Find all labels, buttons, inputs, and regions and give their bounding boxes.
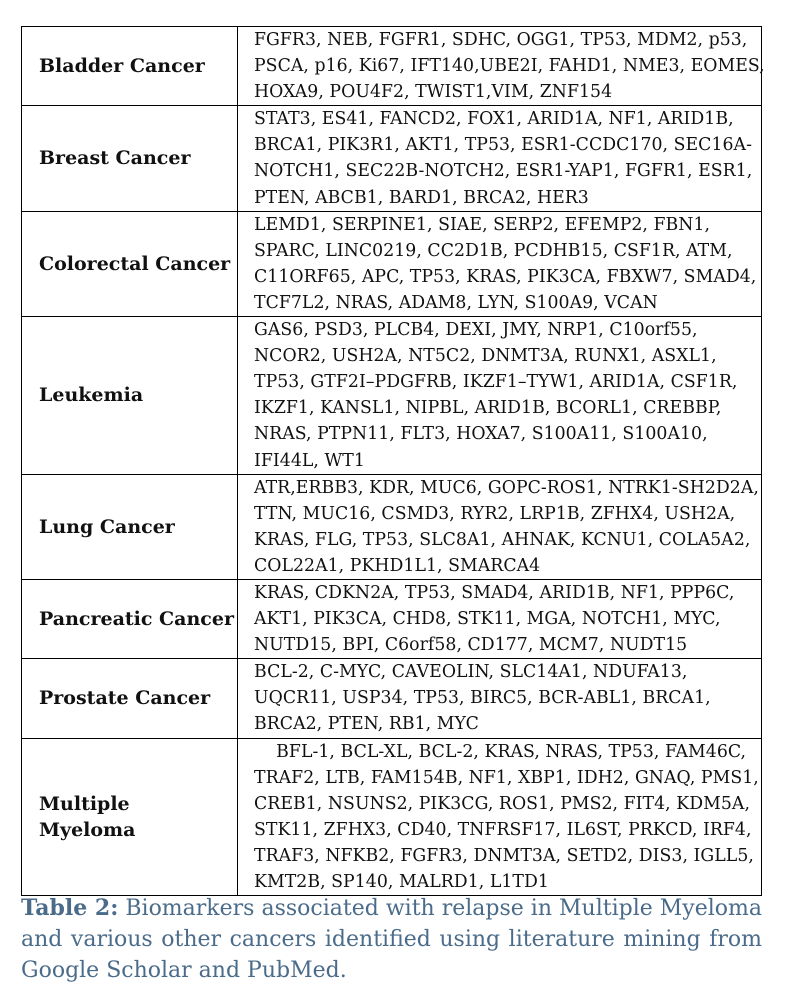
biomarker-line: AKT1, PIK3CA, CHD8, STK11, MGA, NOTCH1, MYC, — [254, 609, 721, 630]
biomarker-line: PSCA, p16, Ki67, IFT140,UBE2I, FAHD1, NME3, EOMES, — [254, 56, 765, 77]
biomarkers-cell — [238, 579, 762, 658]
biomarkers-cell — [238, 474, 762, 579]
cancer-type-label: Pancreatic Cancer — [39, 608, 234, 631]
cancer-type-label: Prostate Cancer — [39, 687, 211, 710]
biomarker-line: HOXA9, POU4F2, TWIST1,VIM, ZNF154 — [254, 82, 613, 103]
biomarker-line: C11ORF65, APC, TP53, KRAS, PIK3CA, FBXW7, SMAD4, — [254, 266, 757, 287]
biomarker-line: TRAF3, NFKB2, FGFR3, DNMT3A, SETD2, DIS3, IGLL5, — [254, 845, 754, 866]
cancer-type-cell — [22, 579, 238, 658]
biomarker-line: STAT3, ES41, FANCD2, FOX1, ARID1A, NF1, ARID1B, — [254, 109, 734, 130]
biomarkers-cell — [238, 27, 765, 106]
biomarker-line: TRAF2, LTB, FAM154B, NF1, XBP1, IDH2, GNAQ, PMS1, — [254, 767, 759, 788]
biomarker-line: COL22A1, PKHD1L1, SMARCA4 — [254, 555, 541, 576]
table-row — [22, 474, 762, 579]
table-row — [22, 27, 762, 106]
biomarker-line: UQCR11, USP34, TP53, BIRC5, BCR-ABL1, BRCA1, — [254, 688, 711, 709]
biomarker-line: BRCA2, PTEN, RB1, MYC — [254, 714, 479, 735]
biomarker-line: GAS6, PSD3, PLCB4, DEXI, JMY, NRP1, C10orf55, — [254, 320, 698, 341]
cancer-type-label: Multiple — [39, 792, 130, 815]
table-row — [22, 317, 762, 475]
biomarker-line: NUTD15, BPI, C6orf58, CD177, MCM7, NUDT15 — [254, 635, 688, 656]
biomarker-line: LEMD1, SERPINE1, SIAE, SERP2, EFEMP2, FBN1, — [254, 214, 711, 235]
table-row — [22, 106, 762, 211]
biomarkers-cell — [238, 211, 762, 316]
biomarker-line: IKZF1, KANSL1, NIPBL, ARID1B, BCORL1, CREBBP, — [254, 398, 722, 419]
biomarkers-cell — [238, 106, 762, 211]
biomarker-line: BFL-1, BCL-XL, BCL-2, KRAS, NRAS, TP53, FAM46C, — [254, 741, 747, 762]
table-row — [22, 579, 762, 658]
biomarker-line: BRCA1, PIK3R1, AKT1, TP53, ESR1-CCDC170, SEC16A- — [254, 135, 752, 156]
biomarker-line: KMT2B, SP140, MALRD1, L1TD1 — [254, 872, 549, 892]
biomarker-line: KRAS, FLG, TP53, SLC8A1, AHNAK, KCNU1, COLA5A2, — [254, 529, 751, 550]
biomarker-line: SPARC, LINC0219, CC2D1B, PCDHB15, CSF1R, ATM, — [254, 240, 733, 261]
cancer-type-label: Lung Cancer — [39, 515, 175, 538]
biomarker-line: FGFR3, NEB, FGFR1, SDHC, OGG1, TP53, MDM2, p53, — [254, 30, 748, 50]
table-row — [22, 659, 762, 738]
biomarkers-cell — [238, 738, 762, 896]
biomarker-line: IFI44L, WT1 — [254, 450, 365, 471]
caption-label: Table 2: — [21, 895, 119, 921]
biomarker-line: TTN, MUC16, CSMD3, RYR2, LRP1B, ZFHX4, USH2A, — [254, 503, 736, 524]
biomarker-line: BCL-2, C-MYC, CAVEOLIN, SLC14A1, NDUFA13, — [254, 662, 688, 683]
biomarkers-cell — [238, 659, 762, 738]
cancer-type-label: Colorectal Cancer — [39, 252, 231, 275]
cancer-type-cell — [22, 27, 238, 106]
biomarker-line: NOTCH1, SEC22B-NOTCH2, ESR1-YAP1, FGFR1, ESR1, — [254, 161, 753, 182]
biomarker-table — [21, 26, 765, 896]
biomarker-line: TP53, GTF2I–PDGFRB, IKZF1–TYW1, ARID1A, CSF1R, — [254, 372, 738, 393]
cancer-type-label: Myeloma — [39, 818, 136, 841]
biomarker-line: NCOR2, USH2A, NT5C2, DNMT3A, RUNX1, ASXL1, — [254, 346, 717, 367]
cancer-type-cell — [22, 738, 238, 896]
biomarker-line: ATR,ERBB3, KDR, MUC6, GOPC-ROS1, NTRK1-SH2D2A, — [254, 477, 759, 498]
cancer-type-cell — [22, 317, 238, 475]
biomarker-line: PTEN, ABCB1, BARD1, BRCA2, HER3 — [254, 187, 589, 208]
table-row — [22, 738, 762, 896]
cancer-type-cell — [22, 211, 238, 316]
cancer-type-cell — [22, 659, 238, 738]
table-row — [22, 211, 762, 316]
cancer-type-label: Bladder Cancer — [39, 55, 205, 78]
caption-text: Biomarkers associated with relapse in Multiple Myeloma and various other cancers identified using literature mining from Google Scholar and PubMed. — [21, 896, 762, 983]
cancer-type-cell — [22, 474, 238, 579]
cancer-type-cell — [22, 106, 238, 211]
cancer-type-label: Breast Cancer — [39, 147, 191, 170]
table-body — [22, 27, 765, 896]
biomarker-line: KRAS, CDKN2A, TP53, SMAD4, ARID1B, NF1, PPP6C, — [254, 582, 735, 603]
biomarker-line: TCF7L2, NRAS, ADAM8, LYN, S100A9, VCAN — [254, 292, 658, 313]
biomarker-table-container — [21, 26, 765, 896]
biomarker-line: STK11, ZFHX3, CD40, TNFRSF17, IL6ST, PRKCD, IRF4, — [254, 819, 752, 840]
cancer-type-label: Leukemia — [39, 384, 144, 407]
biomarker-line: NRAS, PTPN11, FLT3, HOXA7, S100A11, S100A10, — [254, 424, 708, 445]
biomarker-line: CREB1, NSUNS2, PIK3CG, ROS1, PMS2, FIT4, KDM5A, — [254, 793, 750, 814]
biomarkers-cell — [238, 317, 762, 475]
table-caption — [21, 893, 762, 986]
